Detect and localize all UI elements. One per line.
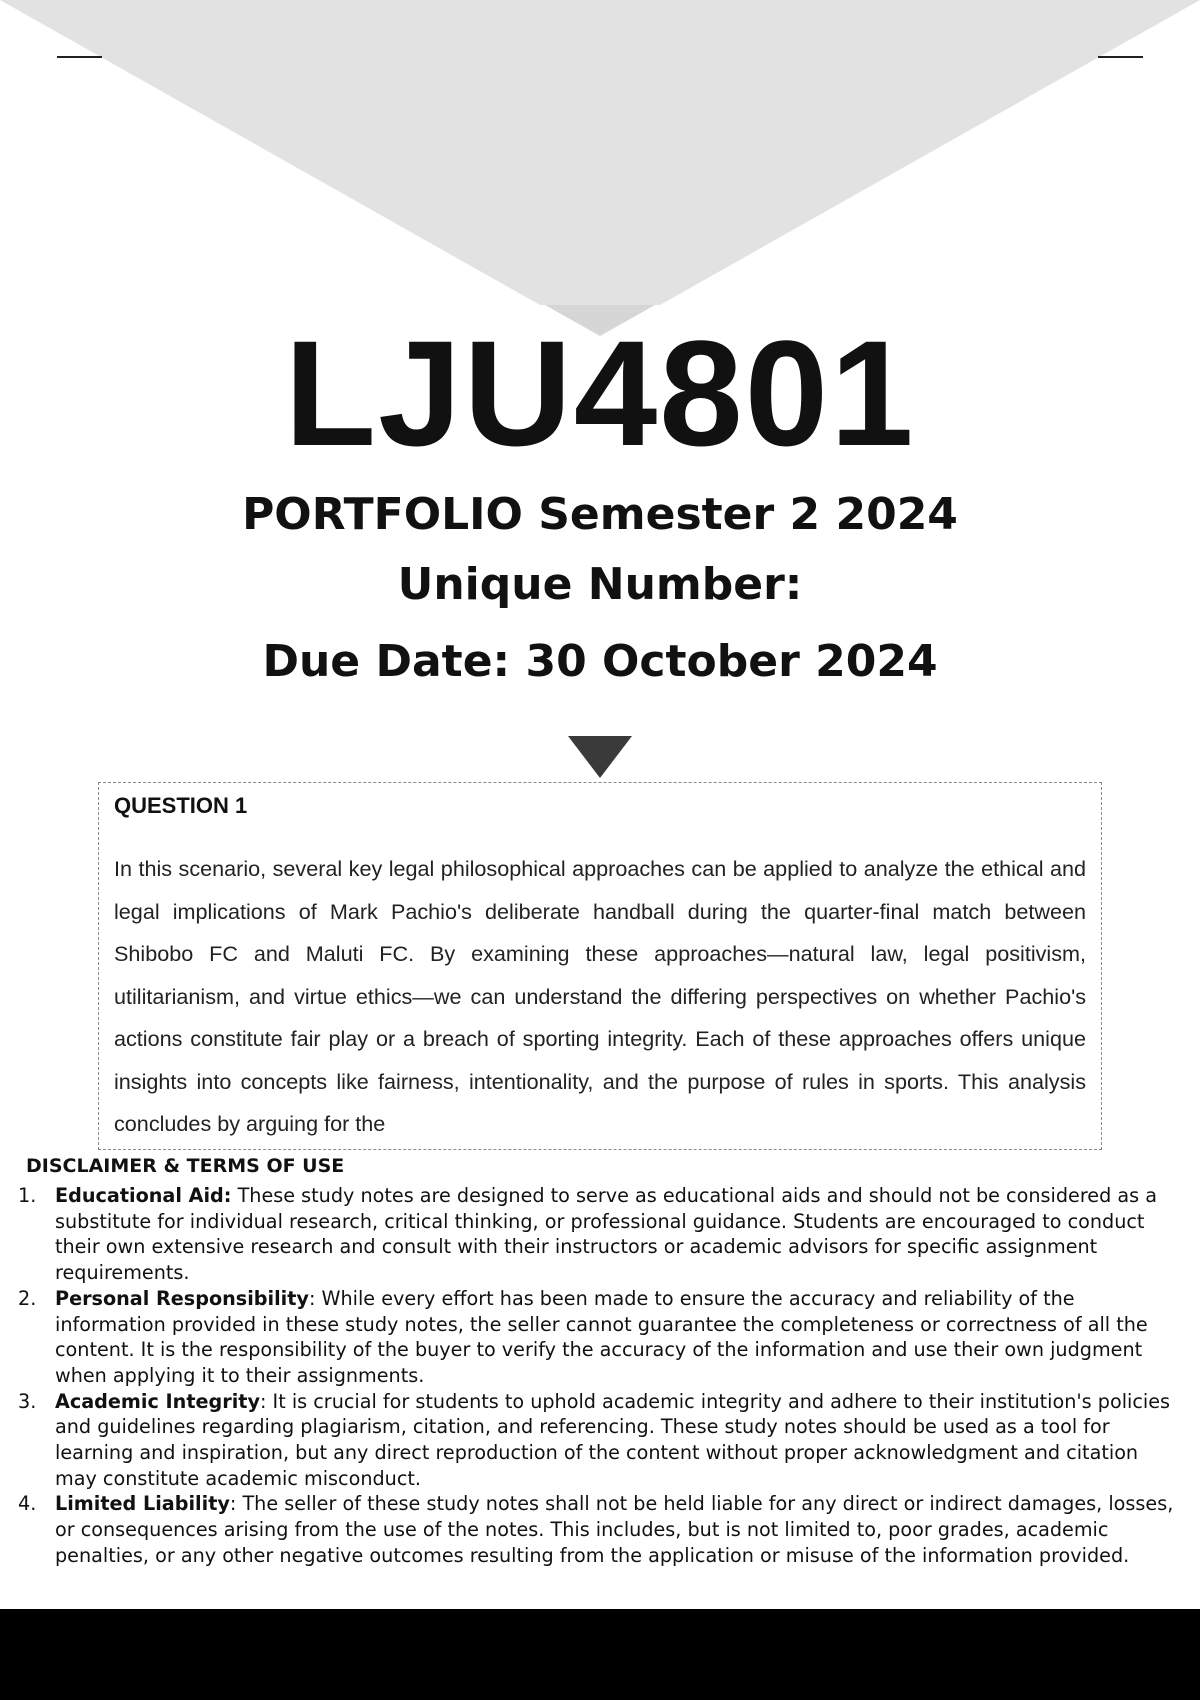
- disclaimer-list: [18, 1183, 1183, 1569]
- disclaimer-item-number: 3.: [18, 1389, 37, 1413]
- down-arrow-icon: [568, 736, 632, 778]
- disclaimer-item: [18, 1183, 1183, 1286]
- top-right-rule: [1098, 56, 1143, 58]
- disclaimer-item-term: Academic Integrity: [55, 1389, 260, 1413]
- disclaimer-item: [18, 1389, 1183, 1492]
- footer-bar: [0, 1609, 1200, 1700]
- disclaimer-item-text: : It is crucial for students to uphold academic integrity and adhere to their institution's policies and guidelines regarding plagiarism, citation, and referencing. These study notes should be used as a tool for learning and inspiration, but any direct reproduction of the content without proper acknowledgment and citation may constitute academic misconduct.: [55, 1389, 1171, 1490]
- course-code-title: LJU4801: [284, 309, 916, 477]
- disclaimer-item-number: 1.: [18, 1184, 37, 1207]
- disclaimer-item-text: : The seller of these study notes shall not be held liable for any direct or indirect damages, losses, or consequences arising from the use of the notes. This includes, but is not limited to, poor grades, academic penalties, or any other negative outcomes resulting from the application or misuse of the information provided.: [55, 1492, 1174, 1567]
- disclaimer-item-number: 4.: [18, 1492, 37, 1516]
- due-date-line: Due Date: 30 October 2024: [262, 636, 938, 687]
- disclaimer-item-term: Educational Aid:: [55, 1184, 232, 1207]
- disclaimer-item-term: Personal Responsibility: [55, 1286, 309, 1310]
- top-left-rule: [57, 56, 102, 58]
- question-preview-box: [98, 782, 1102, 1150]
- unique-number-line: Unique Number:: [397, 559, 803, 610]
- disclaimer-title: DISCLAIMER & TERMS OF USE: [26, 1155, 345, 1177]
- question-heading: QUESTION 1: [114, 793, 248, 818]
- disclaimer-item-term: Limited Liability: [55, 1492, 230, 1516]
- top-chevron-banner: [0, 0, 1200, 340]
- portfolio-semester-line: PORTFOLIO Semester 2 2024: [242, 489, 958, 540]
- question-body-text: In this scenario, several key legal philosophical approaches can be applied to analyze the ethical and legal implications of Mark Pachio's deliberate handball during the quarter-final match between Shibobo FC and Maluti FC. By examining these approaches—natural law, legal positivism, utilitarianism, and virtue ethics—we can understand the differing perspectives on whether Pachio's actions constitute fair play or a breach of sporting integrity. Each of these approaches offers unique insights into concepts like fairness, intentionality, and the purpose of rules in sports. This analysis concludes by arguing for the: [114, 856, 1086, 1136]
- disclaimer-item: [18, 1286, 1183, 1389]
- disclaimer-item-number: 2.: [18, 1286, 37, 1310]
- disclaimer-item-text: These study notes are designed to serve as educational aids and should not be considered as a substitute for individual research, critical thinking, or professional guidance. Students are encouraged to conduct their own extensive research and consult with their instructors or academic advisors for specific assignment requirements.: [55, 1184, 1157, 1285]
- disclaimer-item-text: : While every effort has been made to ensure the accuracy and reliability of the information provided in these study notes, the seller cannot guarantee the completeness or correctness of all the content. It is the responsibility of the buyer to verify the accuracy of the information and use their own judgment when applying it to their assignments.: [55, 1286, 1148, 1387]
- disclaimer-item: [18, 1491, 1183, 1568]
